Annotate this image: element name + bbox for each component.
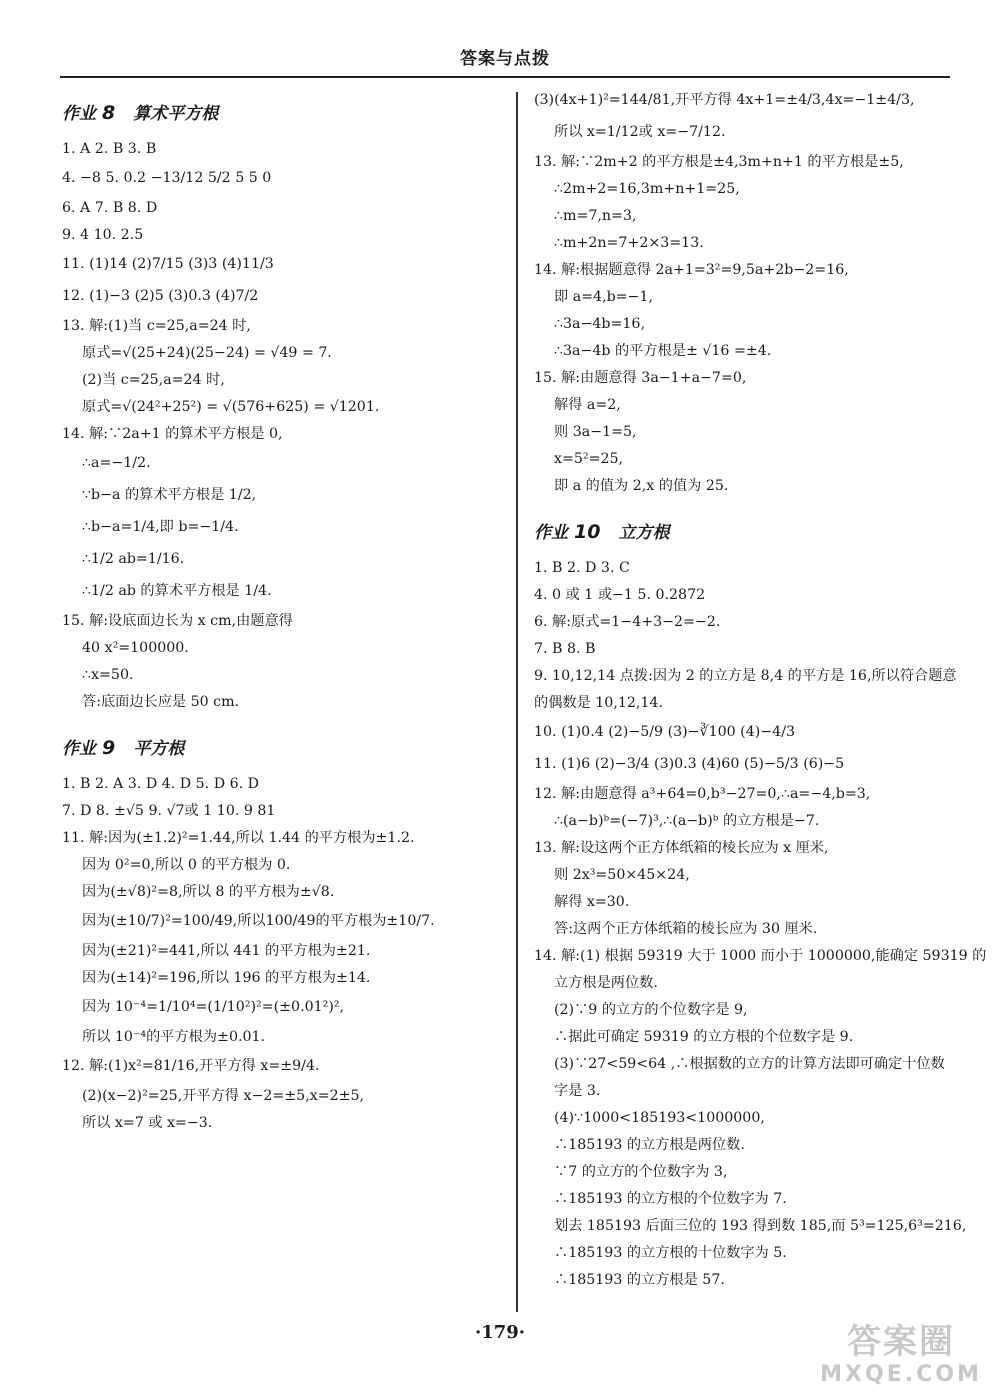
answer-line: ∴185193 的立方根是 57. bbox=[554, 1272, 725, 1288]
answer-line: ∴m=7,n=3, bbox=[554, 208, 637, 224]
answer-line: ∴185193 的立方根是两位数. bbox=[554, 1137, 745, 1153]
section-number: 10 bbox=[574, 521, 601, 543]
answer-line: ∴3a−4b 的平方根是± √16 =±4. bbox=[554, 343, 772, 359]
section-title-8 bbox=[62, 98, 502, 129]
answer-line: (2)∵9 的立方的个位数字是 9, bbox=[554, 1002, 748, 1018]
answer-line: 14. 解:∵2a+1 的算术平方根是 0, bbox=[62, 426, 283, 442]
section-name: 平方根 bbox=[133, 739, 185, 759]
section-number: 8 bbox=[102, 102, 116, 124]
answer-line: 因为 0²=0,所以 0 的平方根为 0. bbox=[82, 857, 291, 873]
answer-line: ∴b−a=1/4,即 b=−1/4. bbox=[82, 519, 239, 535]
answer-line: 答:这两个正方体纸箱的棱长应为 30 厘米. bbox=[554, 921, 818, 937]
answer-line: 字是 3. bbox=[554, 1083, 601, 1099]
answer-line: ∴m+2n=7+2×3=13. bbox=[554, 235, 704, 251]
answer-line: 11. 解:因为(±1.2)²=1.44,所以 1.44 的平方根为±1.2. bbox=[62, 830, 415, 846]
section-prefix: 作业 bbox=[534, 523, 568, 543]
answer-line: ∵b−a 的算术平方根是 1/2, bbox=[82, 487, 257, 503]
answer-line: 1. A 2. B 3. B bbox=[62, 141, 157, 157]
answer-line: (2)(x−2)²=25,开平方得 x−2=±5,x=2±5, bbox=[82, 1088, 365, 1104]
answer-line: (2)当 c=25,a=24 时, bbox=[82, 372, 225, 388]
right-column bbox=[534, 88, 987, 1297]
answer-line: 6. A 7. B 8. D bbox=[62, 200, 158, 216]
section-number: 9 bbox=[102, 737, 116, 759]
answer-line: 原式=√(25+24)(25−24) = √49 = 7. bbox=[82, 345, 332, 361]
page-number: ·179· bbox=[474, 1322, 526, 1343]
section-title-10 bbox=[534, 517, 964, 548]
answer-line: 13. 解:设这两个正方体纸箱的棱长应为 x 厘米, bbox=[534, 840, 829, 856]
answer-line: 12. 解:(1)x²=81/16,开平方得 x=±9/4. bbox=[62, 1058, 320, 1074]
answer-line: ∴1/2 ab=1/16. bbox=[82, 551, 185, 567]
answer-line: 13. 解:∵2m+2 的平方根是±4,3m+n+1 的平方根是±5, bbox=[534, 154, 904, 170]
header-title: 答案与点拨 bbox=[460, 49, 550, 69]
section-prefix: 作业 bbox=[62, 104, 96, 124]
answer-line: 15. 解:由题意得 3a−1+a−7=0, bbox=[534, 370, 747, 386]
answer-line: 1. B 2. A 3. D 4. D 5. D 6. D bbox=[62, 776, 259, 792]
answer-line: 10. (1)0.4 (2)−5/9 (3)−∛100 (4)−4/3 bbox=[534, 724, 796, 740]
answer-line: 划去 185193 后面三位的 193 得到数 185,而 5³=125,6³=216, bbox=[554, 1218, 967, 1234]
answer-line: 12. 解:由题意得 a³+64=0,b³−27=0,∴a=−4,b=3, bbox=[534, 786, 871, 802]
answer-line: 解得 x=30. bbox=[554, 894, 630, 910]
section-name: 立方根 bbox=[618, 523, 670, 543]
answer-line: 因为(±14)²=196,所以 196 的平方根为±14. bbox=[82, 970, 371, 986]
answer-line: ∴2m+2=16,3m+n+1=25, bbox=[554, 181, 740, 197]
answer-line: 因为 10⁻⁴=1/10⁴=(1/10²)²=(±0.01²)², bbox=[82, 999, 345, 1015]
answer-line: 原式=√(24²+25²) = √(576+625) = √1201. bbox=[82, 399, 380, 415]
answer-line: 即 a 的值为 2,x 的值为 25. bbox=[554, 478, 729, 494]
section-title-9 bbox=[62, 733, 502, 764]
answer-line: 9. 4 10. 2.5 bbox=[62, 227, 144, 243]
answer-line: ∴185193 的立方根的个位数字为 7. bbox=[554, 1191, 787, 1207]
watermark-url: MXQE.COM bbox=[820, 1362, 982, 1387]
watermark-logo bbox=[816, 1322, 986, 1392]
answer-line: 所以 x=7 或 x=−3. bbox=[82, 1115, 213, 1131]
answer-line: 所以 10⁻⁴的平方根为±0.01. bbox=[82, 1029, 266, 1045]
answer-line: ∴x=50. bbox=[82, 667, 134, 683]
answer-line: 因为(±21)²=441,所以 441 的平方根为±21. bbox=[82, 943, 371, 959]
page-header bbox=[60, 42, 950, 78]
answer-line: (3)(4x+1)²=144/81,开平方得 4x+1=±4/3,4x=−1±4/3, bbox=[534, 92, 915, 108]
answer-line: 因为(±√8)²=8,所以 8 的平方根为±√8. bbox=[82, 884, 335, 900]
answer-line: ∴据此可确定 59319 的立方根的个位数字是 9. bbox=[554, 1029, 854, 1045]
answer-line: 7. B 8. B bbox=[534, 641, 596, 657]
answer-line: ∴1/2 ab 的算术平方根是 1/4. bbox=[82, 583, 272, 599]
answer-line: 4. 0 或 1 或−1 5. 0.2872 bbox=[534, 587, 706, 603]
answer-line: 11. (1)6 (2)−3/4 (3)0.3 (4)60 (5)−5/3 (6)−5 bbox=[534, 756, 845, 772]
answer-line: 7. D 8. ±√5 9. √7或 1 10. 9 81 bbox=[62, 803, 276, 819]
answer-line: 即 a=4,b=−1, bbox=[554, 289, 653, 305]
answer-line: 13. 解:(1)当 c=25,a=24 时, bbox=[62, 318, 251, 334]
answer-line: 40 x²=100000. bbox=[82, 640, 189, 656]
answer-line: ∵7 的立方的个位数字为 3, bbox=[554, 1164, 728, 1180]
section-prefix: 作业 bbox=[62, 739, 96, 759]
watermark-text: 答案圈 bbox=[847, 1322, 955, 1362]
answer-line: 的偶数是 10,12,14. bbox=[534, 695, 663, 711]
answer-line: (3)∵27<59<64 ,∴根据数的立方的计算方法即可确定十位数 bbox=[554, 1056, 945, 1072]
left-column bbox=[62, 98, 502, 1140]
answer-line: 12. (1)−3 (2)5 (3)0.3 (4)7/2 bbox=[62, 288, 259, 304]
answer-line: x=5²=25, bbox=[554, 451, 624, 467]
answer-line: 则 2x³=50×45×24, bbox=[554, 867, 690, 883]
answer-line: 11. (1)14 (2)7/15 (3)3 (4)11/3 bbox=[62, 256, 274, 272]
answer-line: ∴3a−4b=16, bbox=[554, 316, 645, 332]
answer-line: 15. 解:设底面边长为 x cm,由题意得 bbox=[62, 613, 293, 629]
answer-line: 则 3a−1=5, bbox=[554, 424, 637, 440]
answer-line: 因为(±10/7)²=100/49,所以100/49的平方根为±10/7. bbox=[82, 913, 435, 929]
answer-line: 6. 解:原式=1−4+3−2=−2. bbox=[534, 614, 721, 630]
answer-line: 答:底面边长应是 50 cm. bbox=[82, 694, 240, 710]
answer-line: (4)∵1000<185193<1000000, bbox=[554, 1110, 765, 1126]
answer-line: 9. 10,12,14 点拨:因为 2 的立方是 8,4 的平方是 16,所以符合题意 bbox=[534, 668, 957, 684]
answer-line: 立方根是两位数. bbox=[554, 975, 658, 991]
section-name: 算术平方根 bbox=[133, 104, 219, 124]
answer-line: 所以 x=1/12或 x=−7/12. bbox=[554, 124, 726, 140]
answer-line: ∴a=−1/2. bbox=[82, 455, 151, 471]
answer-line: 14. 解:(1) 根据 59319 大于 1000 而小于 1000000,能确定 59319 的 bbox=[534, 948, 987, 964]
answer-line: 1. B 2. D 3. C bbox=[534, 560, 630, 576]
answer-line: 4. −8 5. 0.2 −13/12 5/2 5 5 0 bbox=[62, 170, 272, 186]
answer-line: 14. 解:根据题意得 2a+1=3²=9,5a+2b−2=16, bbox=[534, 262, 849, 278]
answer-line: ∴(a−b)ᵇ=(−7)³,∴(a−b)ᵇ 的立方根是−7. bbox=[554, 813, 820, 829]
answer-line: 解得 a=2, bbox=[554, 397, 621, 413]
answer-line: ∴185193 的立方根的十位数字为 5. bbox=[554, 1245, 787, 1261]
column-divider bbox=[516, 92, 518, 1312]
